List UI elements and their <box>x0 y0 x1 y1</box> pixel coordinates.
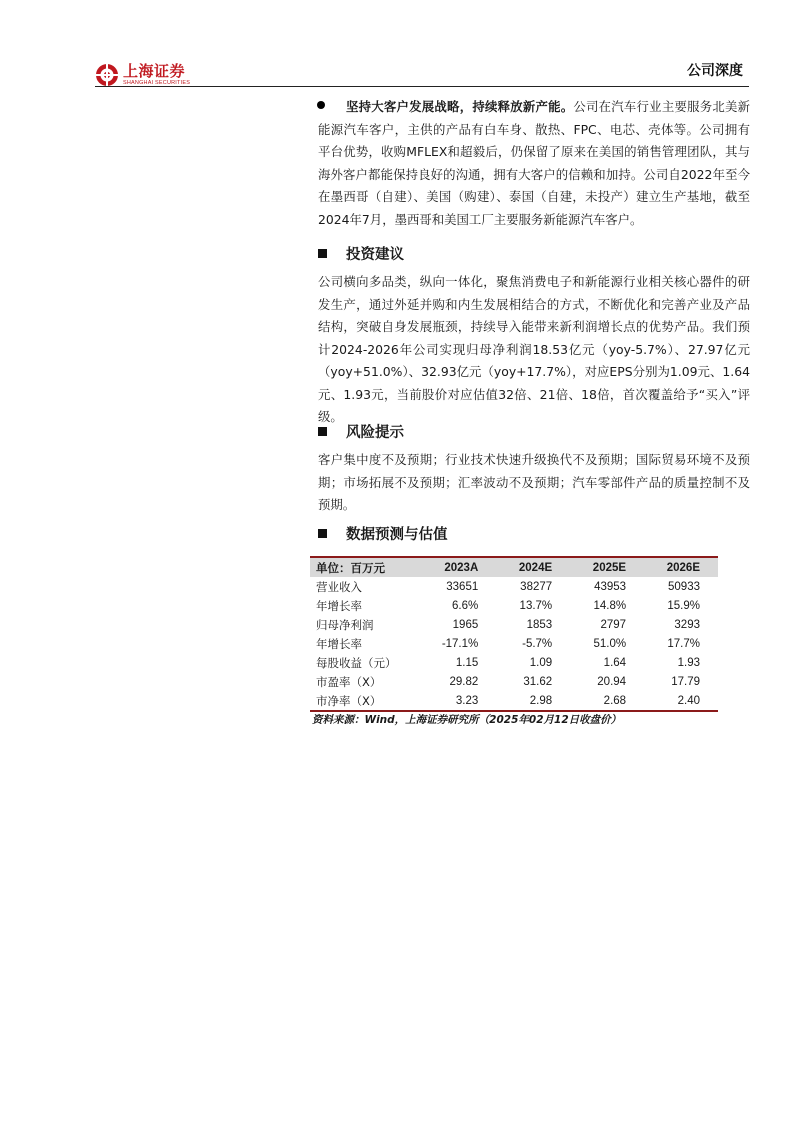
invest-text: 公司横向多品类，纵向一体化，聚焦消费电子和新能源行业相关核心器件的研发生产，通过外延并购和内生发展相结合的方式，不断优化和完善产业及产品结构，突破自身发展瓶颈，持续导入能带来新利润增长点的优势产品。我们预计2024-2026年公司实现归母净利润18.53亿元（yoy-5.7%）、27.97亿元（yoy+51.0%）、32.93亿元（yoy+17.7%），对应EPS分别为1.09元、1.64元、1.93元，当前股价对应估值32倍、21倍、18倍，首次覆盖给予“买入”评级。 <box>318 274 750 424</box>
forecast-table-wrapper <box>310 556 718 712</box>
bullet-paragraph <box>318 96 750 231</box>
table-cell: 31.62 <box>523 675 553 688</box>
invest-paragraph <box>318 271 750 429</box>
row-label: 年增长率 <box>316 636 362 651</box>
bullet-lead: 坚持大客户发展战略，持续释放新产能。 <box>346 99 574 114</box>
table-header-row <box>310 557 718 577</box>
page-header <box>95 58 749 88</box>
row-label: 年增长率 <box>316 598 362 613</box>
document-type-label: 公司深度 <box>687 63 743 79</box>
table-cell: 2.40 <box>644 691 718 711</box>
table-cell: 1.15 <box>455 656 479 669</box>
table-cell: 3293 <box>674 618 700 631</box>
table-cell: 50933 <box>668 580 700 593</box>
table-row <box>310 596 718 615</box>
table-cell: 14.8% <box>593 599 627 612</box>
section-heading-risk <box>318 421 404 442</box>
table-cell: 38277 <box>520 580 553 593</box>
bullet-dot-icon <box>317 101 325 109</box>
table-source-note: 资料来源：Wind，上海证券研究所（2025年02月12日收盘价） <box>312 714 622 726</box>
table-header-cell: 2023A <box>421 557 496 577</box>
table-cell: 1.09 <box>529 656 553 669</box>
section-heading-invest <box>318 243 404 264</box>
header-divider <box>95 86 749 87</box>
forecast-table <box>310 556 718 712</box>
row-label: 市净率（X） <box>310 691 421 711</box>
table-row <box>310 634 718 653</box>
risk-text: 客户集中度不及预期；行业技术快速升级换代不及预期；国际贸易环境不及预期；市场拓展不及预期；汇率波动不及预期；汽车零部件产品的质量控制不及预期。 <box>318 452 750 512</box>
table-cell: 2.98 <box>496 691 570 711</box>
row-label: 每股收益（元） <box>316 655 397 670</box>
company-logo <box>95 62 190 88</box>
table-cell: 51.0% <box>593 637 627 650</box>
table-header-cell: 2026E <box>644 557 718 577</box>
table-row <box>310 653 718 672</box>
table-header-cell: 单位：百万元 <box>310 557 421 577</box>
risk-paragraph <box>318 449 750 517</box>
logo-chinese-name: 上海证券 <box>123 61 186 80</box>
row-label: 归母净利润 <box>316 617 374 632</box>
row-label: 营业收入 <box>316 579 362 594</box>
logo-english-name: SHANGHAI SECURITIES <box>123 79 191 86</box>
table-cell: 17.79 <box>671 675 700 688</box>
bullet-body: 公司在汽车行业主要服务北美新能源汽车客户，主供的产品有白车身、散热、FPC、电芯、壳体等。公司拥有平台优势，收购MFLEX和超毅后，仍保留了原来在美国的销售管理团队，其与海外客户都能保持良好的沟通，拥有大客户的信赖和加持。公司自2022年至今在墨西哥（自建）、美国（购建）、泰国（自建，未投产）建立生产基地，截至2024年7月，墨西哥和美国工厂主要服务新能源汽车客户。 <box>318 99 751 227</box>
table-cell: 29.82 <box>449 675 479 688</box>
table-header-cell: 2025E <box>570 557 644 577</box>
table-cell: -17.1% <box>441 637 479 650</box>
table-cell: 6.6% <box>452 599 479 612</box>
table-row <box>310 691 718 711</box>
section-square-icon <box>318 427 327 436</box>
table-cell: 20.94 <box>597 675 627 688</box>
table-cell: 43953 <box>594 580 627 593</box>
table-cell: 2797 <box>600 618 627 631</box>
table-cell: 1.64 <box>603 656 627 669</box>
table-cell: 1853 <box>526 618 553 631</box>
section-title: 风险提示 <box>346 425 404 441</box>
table-cell: -5.7% <box>522 637 553 650</box>
table-cell: 17.7% <box>667 637 700 650</box>
row-label: 市盈率（X） <box>316 674 382 689</box>
section-title: 数据预测与估值 <box>346 527 448 543</box>
table-row <box>310 577 718 596</box>
shanghai-securities-logo-icon <box>95 63 119 87</box>
table-header-cell: 2024E <box>496 557 570 577</box>
table-cell: 3.23 <box>421 691 496 711</box>
table-cell: 15.9% <box>667 599 700 612</box>
table-cell: 33651 <box>446 580 479 593</box>
table-cell: 13.7% <box>519 599 553 612</box>
table-row <box>310 615 718 634</box>
section-square-icon <box>318 249 327 258</box>
table-cell: 2.68 <box>570 691 644 711</box>
table-cell: 1.93 <box>677 656 700 669</box>
section-heading-forecast <box>318 523 448 544</box>
section-title: 投资建议 <box>346 247 404 263</box>
table-cell: 1965 <box>452 618 479 631</box>
table-row <box>310 672 718 691</box>
section-square-icon <box>318 529 327 538</box>
bullet-text <box>318 96 750 231</box>
